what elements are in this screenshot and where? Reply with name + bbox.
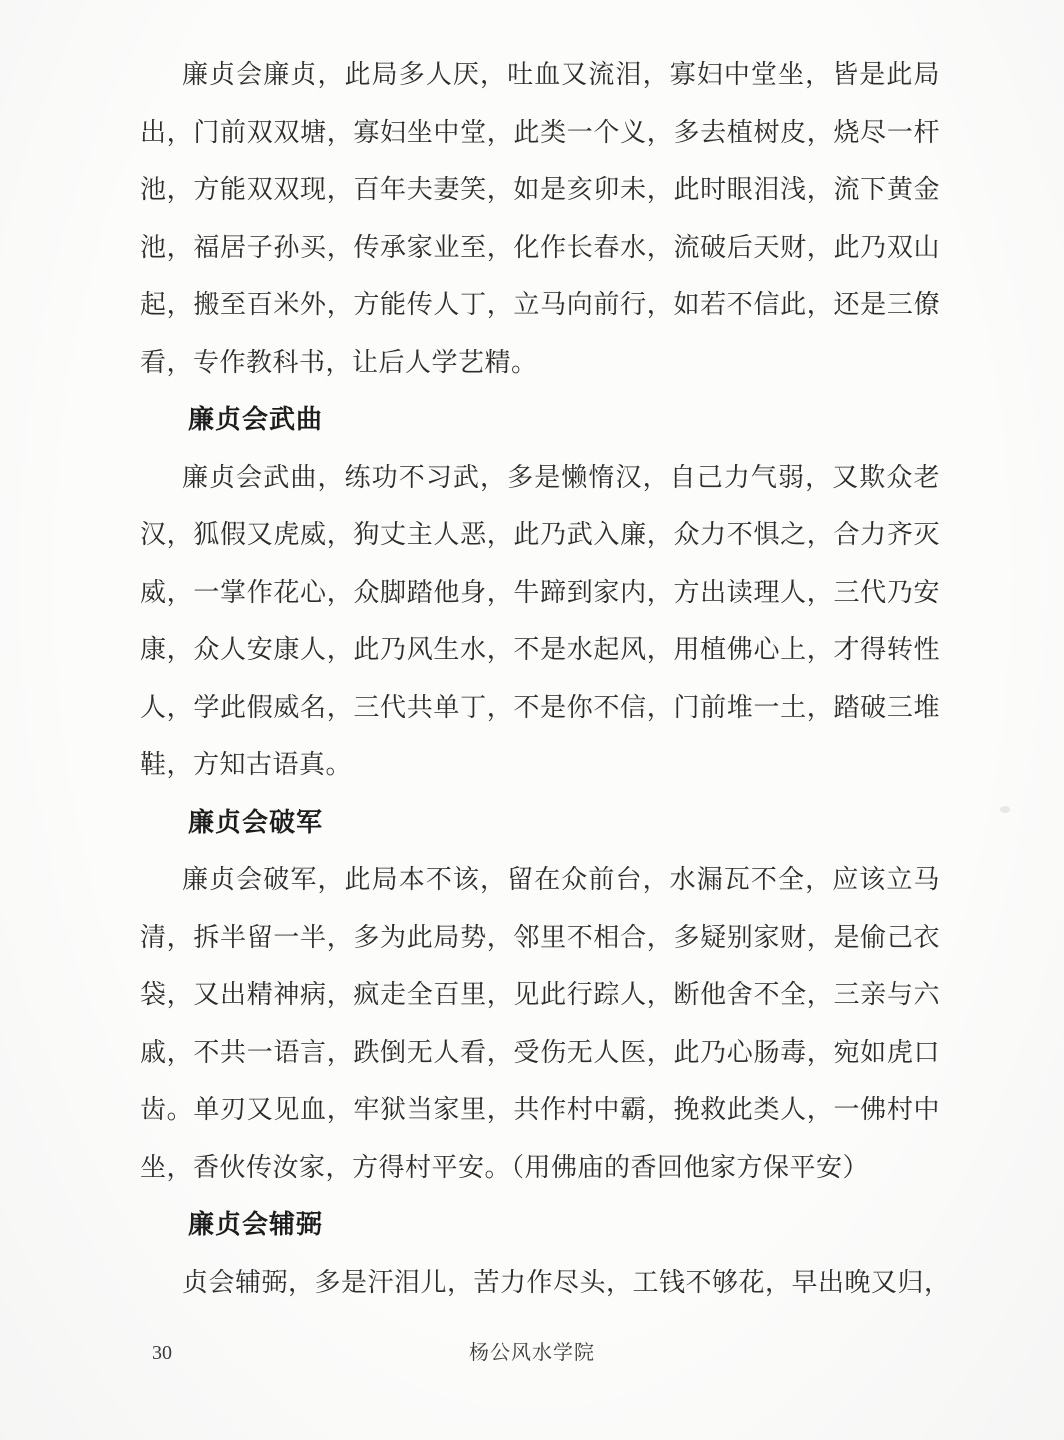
- paragraph-lianzhen-pojun: [140, 851, 940, 1196]
- section-heading-wuqu: 廉贞会武曲: [188, 405, 324, 434]
- paragraph-line: 池，福居子孙买，传承家业至，化作长春水，流破后天财，此乃双山: [140, 232, 940, 262]
- paragraph-line: 廉贞会廉贞，此局多人厌，吐血又流泪，寡妇中堂坐，皆是此局: [182, 60, 940, 89]
- paragraph-line: 起，搬至百米外，方能传人丁，立马向前行，如若不信此，还是三僚: [140, 290, 940, 319]
- paragraph-line: 康，众人安康人，此乃风生水，不是水起风，用植佛心上，才得转性: [140, 635, 940, 664]
- paragraph-line: 坐，香伙传汝家，方得村平安。（用佛庙的香回他家方保平安）: [140, 1152, 870, 1182]
- section-heading-pojun: 廉贞会破军: [188, 807, 324, 837]
- page-footer: [0, 1338, 1064, 1368]
- paragraph-lianzhen-fubi: [140, 1254, 951, 1312]
- paragraph-line: 汉，狐假又虎威，狗丈主人恶，此乃武入廉，众力不惧之，合力齐灭: [140, 520, 940, 549]
- page-number: 30: [152, 1342, 172, 1364]
- paragraph-line: 出，门前双双塘，寡妇坐中堂，此类一个义，多去植树皮，烧尽一杆: [140, 117, 940, 147]
- scan-speck: [1000, 806, 1010, 813]
- page-content: [140, 46, 951, 1311]
- paragraph-lianzhen-lianzhen: [140, 46, 940, 391]
- paragraph-line: 看，专作教科书，让后人学艺精。: [140, 347, 538, 377]
- paragraph-line: 鞋，方知古语真。: [140, 750, 353, 779]
- footer-title: 杨公风水学院: [469, 1342, 595, 1364]
- section-heading-fubi: 廉贞会辅弼: [188, 1210, 324, 1239]
- paragraph-line: 人，学此假威名，三代共单丁，不是你不信，门前堆一土，踏破三堆: [140, 692, 940, 722]
- paragraph-line: 池，方能双双现，百年夫妻笑，如是亥卯未，此时眼泪浅，流下黄金: [140, 175, 940, 204]
- paragraph-line: 袋，又出精神病，疯走全百里，见此行踪人，断他舍不全，三亲与六: [140, 980, 940, 1009]
- paragraph-line: 廉贞会破军，此局本不该，留在众前台，水漏瓦不全，应该立马: [182, 865, 940, 894]
- paragraph-line: 清，拆半留一半，多为此局势，邻里不相合，多疑别家财，是偷己衣: [140, 922, 940, 952]
- paragraph-line: 威，一掌作花心，众脚踏他身，牛蹄到家内，方出读理人，三代乃安: [140, 577, 940, 607]
- paragraph-lianzhen-wuqu: [140, 449, 940, 794]
- paragraph-line: 齿。单刃又见血，牢狱当家里，共作村中霸，挽救此类人，一佛村中: [140, 1095, 940, 1124]
- paragraph-line: 廉贞会武曲，练功不习武，多是懒惰汉，自己力气弱，又欺众老: [182, 462, 940, 492]
- paragraph-line: 贞会辅弼，多是汗泪儿，苦力作尽头，工钱不够花，早出晚又归，: [182, 1267, 951, 1297]
- paragraph-line: 戚，不共一语言，跌倒无人看，受伤无人医，此乃心肠毒，宛如虎口: [140, 1037, 940, 1067]
